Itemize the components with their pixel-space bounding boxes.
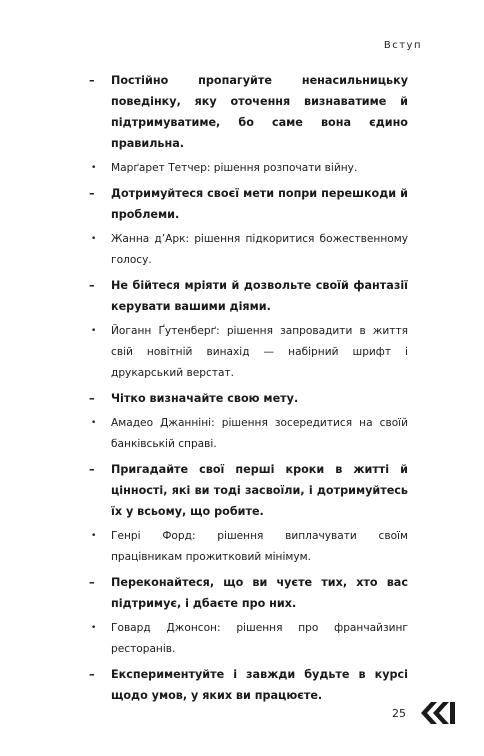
tip-text: Не бійтеся мріяти й дозвольте своїй фантазії керувати вашими діями. (111, 279, 408, 313)
example-item (89, 321, 408, 384)
bullet-marker: • (91, 163, 97, 173)
tip-item (89, 572, 408, 614)
tip-item (89, 664, 408, 706)
tip-item (89, 183, 408, 225)
example-item (89, 618, 408, 660)
tip-item (89, 388, 408, 409)
page-body (89, 70, 408, 710)
running-header: Вступ (383, 40, 422, 51)
tip-text: Експериментуйте і завжди будьте в курсі щодо умов, у яких ви працюєте. (111, 668, 408, 702)
bullet-marker: • (91, 531, 97, 541)
dash-marker: – (89, 279, 95, 292)
double-chevron-left-icon (421, 702, 455, 724)
tip-text: Дотримуйтеся своєї мети попри перешкоди й проблеми. (111, 187, 408, 221)
example-text: Генрі Форд: рішення виплачувати своїм працівникам прожитковий мінімум. (111, 530, 408, 563)
tip-item (89, 459, 408, 522)
dash-marker: – (89, 576, 95, 589)
bullet-marker: • (91, 326, 97, 336)
tip-text: Переконайтеся, що ви чуєте тих, хто вас підтримує, і дбаєте про них. (111, 576, 408, 610)
example-text: Жанна д’Арк: рішення підкоритися божественному голосу. (111, 233, 408, 266)
example-item (89, 526, 408, 568)
example-text: Марґарет Тетчер: рішення розпочати війну. (111, 162, 358, 174)
example-item (89, 158, 408, 179)
dash-marker: – (89, 187, 95, 200)
page-number: 25 (392, 707, 406, 720)
example-item (89, 413, 408, 455)
bullet-marker: • (91, 234, 97, 244)
tip-item (89, 70, 408, 154)
dash-marker: – (89, 392, 95, 405)
dash-marker: – (89, 74, 95, 87)
bullet-marker: • (91, 418, 97, 428)
example-text: Йоганн Ґутенберґ: рішення запровадити в життя свій новітній винахід — набірний шрифт і друкарський верстат. (111, 325, 408, 379)
tip-text: Чітко визначайте свою мету. (111, 392, 299, 405)
example-item (89, 229, 408, 271)
example-text: Амадео Джанніні: рішення зосередитися на своїй банківській справі. (111, 417, 408, 450)
dash-marker: – (89, 668, 95, 681)
tip-text: Постійно пропагуйте ненасильницьку поведінку, яку оточення визнаватиме й підтримуватиме, бо саме вона єдино правильна. (111, 74, 408, 150)
tip-item (89, 275, 408, 317)
dash-marker: – (89, 463, 95, 476)
example-text: Говард Джонсон: рішення про франчайзинг ресторанів. (111, 622, 408, 655)
bullet-marker: • (91, 623, 97, 633)
tip-text: Пригадайте свої перші кроки в житті й цінності, які ви тоді засвоїли, і дотримуйтесь їх у всьому, що робите. (111, 463, 408, 518)
